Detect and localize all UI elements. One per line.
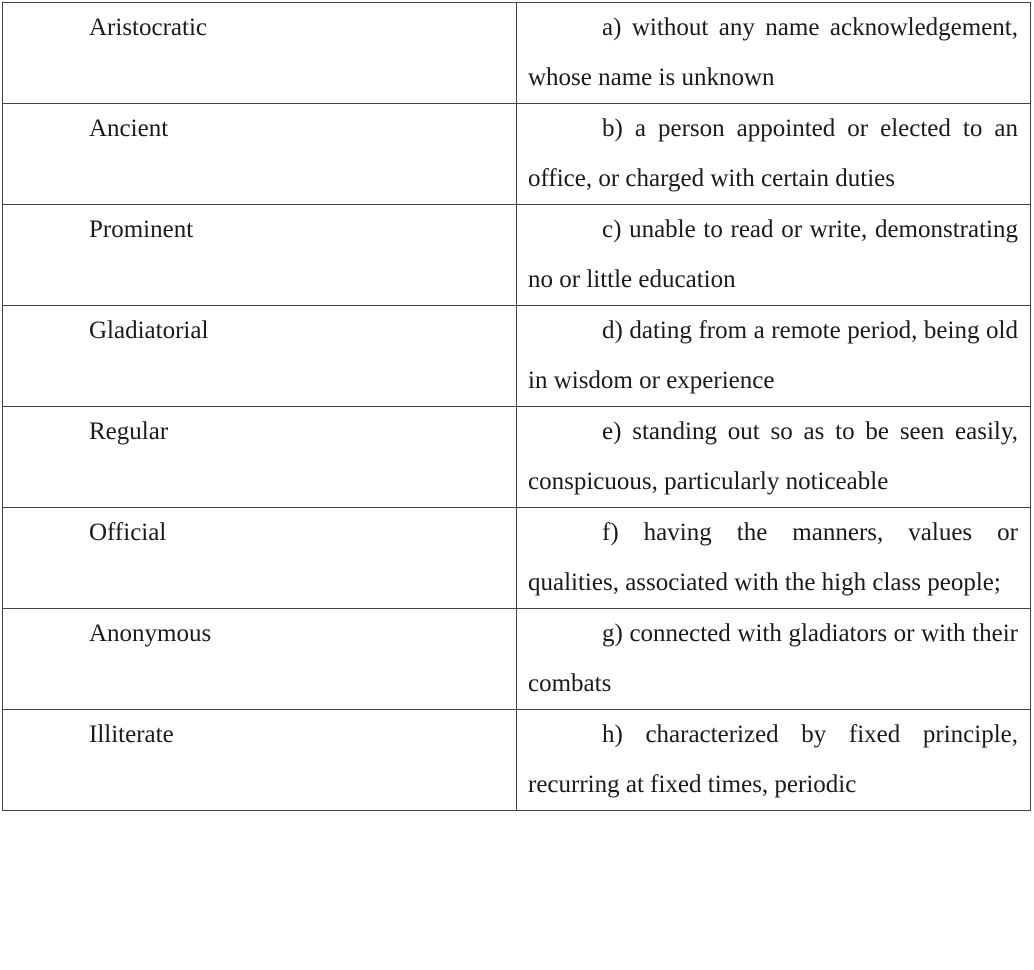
matching-table [2, 2, 1031, 811]
definition-cell: d) dating from a remote period, being old in wisdom or experience [517, 306, 1031, 407]
word-cell [3, 104, 517, 205]
word-cell [3, 306, 517, 407]
word-cell [3, 3, 517, 104]
word-cell [3, 710, 517, 811]
definition-cell: g) connected with gladiators or with their combats [517, 609, 1031, 710]
word-text: Aristocratic [89, 14, 208, 41]
word-cell [3, 508, 517, 609]
table-row [3, 508, 1031, 609]
table-row [3, 104, 1031, 205]
definition-cell: e) standing out so as to be seen easily, conspicuous, particularly noticeable [517, 407, 1031, 508]
definition-cell: f) having the manners, values or qualities, associated with the high class people; [517, 508, 1031, 609]
table-row [3, 306, 1031, 407]
word-cell [3, 609, 517, 710]
word-text: Anonymous [89, 620, 212, 647]
word-cell [3, 205, 517, 306]
table-row [3, 609, 1031, 710]
definition-cell: a) without any name acknowledgement, whose name is unknown [517, 3, 1031, 104]
table-row [3, 407, 1031, 508]
word-cell [3, 407, 517, 508]
definition-cell: h) characterized by fixed principle, recurring at fixed times, periodic [517, 710, 1031, 811]
table-row [3, 710, 1031, 811]
definition-cell: b) a person appointed or elected to an office, or charged with certain duties [517, 104, 1031, 205]
word-text: Illiterate [89, 721, 174, 748]
word-text: Ancient [89, 115, 169, 142]
table-row [3, 3, 1031, 104]
word-text: Gladiatorial [89, 317, 209, 344]
word-text: Regular [89, 418, 169, 445]
word-text: Official [89, 519, 167, 546]
definition-cell: c) unable to read or write, demonstrating no or little education [517, 205, 1031, 306]
word-text: Prominent [89, 216, 194, 243]
table-row [3, 205, 1031, 306]
